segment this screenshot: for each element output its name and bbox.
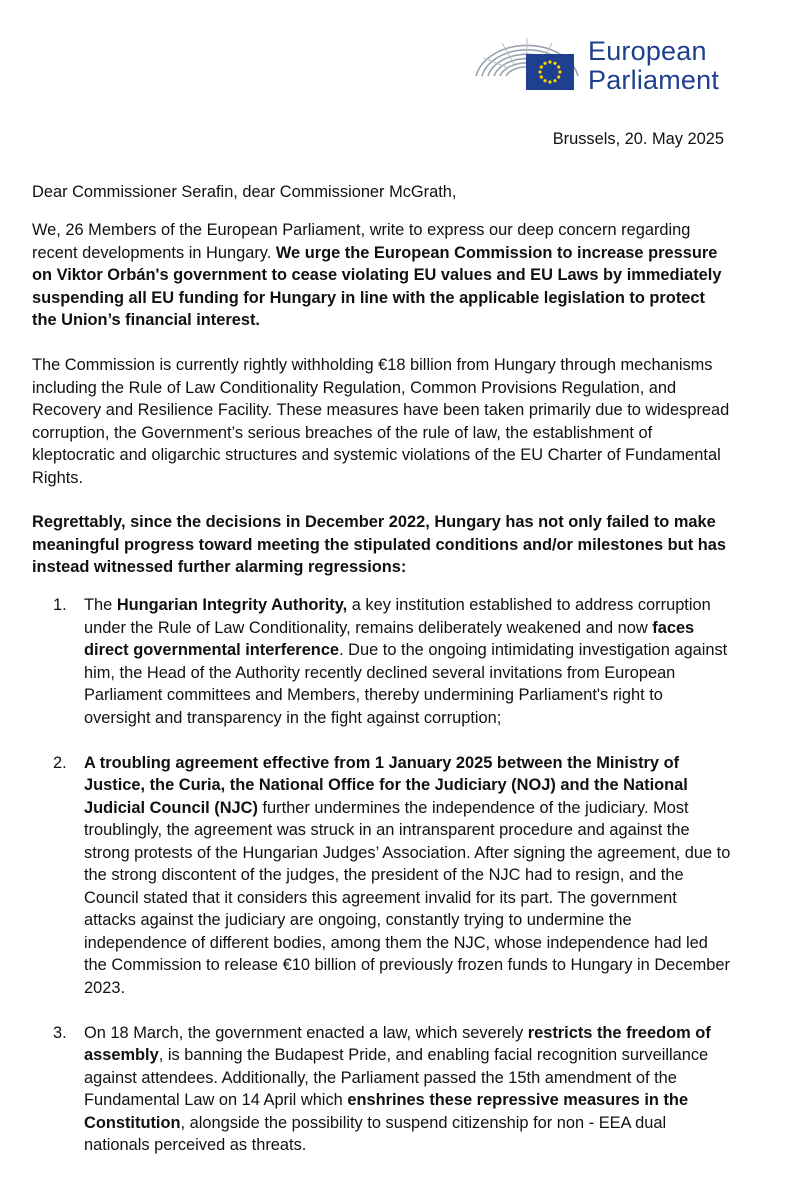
salutation: Dear Commissioner Serafin, dear Commissioner McGrath, xyxy=(32,183,457,201)
dateline: Brussels, 20. May 2025 xyxy=(552,130,724,148)
list-item-bold: A troubling agreement effective from 1 January 2025 between the Ministry of Justice, the Curia, the National Office for the Judiciary (NOJ) and the National Judicial Council (NJC) xyxy=(84,753,688,817)
list-item xyxy=(32,752,732,1000)
list-item-bold: faces direct governmental interference xyxy=(84,618,695,659)
list-item-text: , alongside the possibility to suspend citizenship for non - EEA dual nationals perceived as threats. xyxy=(84,1113,667,1154)
european-parliament-logo xyxy=(472,28,732,98)
logo-line-1: European xyxy=(588,36,707,66)
logo-wordmark xyxy=(588,37,719,95)
hemicycle-emblem-icon xyxy=(472,28,582,98)
logo-line-2: Parliament xyxy=(588,65,720,95)
list-item-bold: Hungarian Integrity Authority, xyxy=(116,596,348,614)
list-item-text: On 18 March, the government enacted a law, which severely xyxy=(84,1023,528,1042)
list-item-number: 1. xyxy=(53,596,67,614)
list-item xyxy=(32,1022,732,1157)
list-item-text: The xyxy=(84,596,117,614)
list-item-number: 3. xyxy=(53,1023,67,1042)
list-item-text: further undermines the independence of the judiciary. Most troublingly, the agreement was struck in an intransparent procedure and against the strong protests of the Hungarian Judges’ Association. After signing the agreement, due to the strong discontent of the judges, the president of the NJC had to resign, and the Council stated that it considers this agreement invalid for its part. The government attacks against the judiciary are ongoing, constantly trying to undermine the independence of different bodies, among them the NJC, whose independence had led the Commission to release €10 billion of previously frozen funds to Hungary in December 2023. xyxy=(84,798,731,997)
list-item-text: . Due to the ongoing intimidating investigation against him, the Head of the Authority recently declined several invitations from European Parliament committees and Members, thereby undermining Parliament's right to oversight and transparency in the fight against corruption; xyxy=(84,641,728,727)
list-item-text: , is banning the Budapest Pride, and enabling facial recognition surveillance against attendees. Additionally, the Parliament passed the 15th amendment of the Fundamental Law on 14 April which xyxy=(84,1046,709,1109)
list-item-text: a key institution established to address corruption under the Rule of Law Conditionality, remains deliberately weakened and now xyxy=(84,596,711,637)
list-item-bold: restricts the freedom of assembly xyxy=(84,1023,711,1064)
paragraph-intro-bold: We urge the European Commission to increase pressure on Viktor Orbán's government to cease violating EU values and EU Laws by immediately suspending all EU funding for Hungary in line with the applicable legislation to protect the Union’s financial interest. xyxy=(32,243,722,329)
list-item xyxy=(32,594,732,729)
numbered-list xyxy=(32,594,732,1179)
paragraph-intro-text: We, 26 Members of the European Parliament, write to express our deep concern regarding recent developments in Hungary. xyxy=(32,221,691,262)
paragraph-regressions: Regrettably, since the decisions in December 2022, Hungary has not only failed to make meaningful progress toward meeting the stipulated conditions and/or milestones but has instead witnessed further alarming regressions: xyxy=(32,513,726,576)
paragraph-withholding: The Commission is currently rightly withholding €18 billion from Hungary through mechanisms including the Rule of Law Conditionality Regulation, Common Provisions Regulation, and Recovery and Resilience Facility. These measures have been taken primarily due to widespread corruption, the Government’s serious breaches of the rule of law, the establishment of kleptocratic and oligarchic structures and systemic violations of the EU Charter of Fundamental Rights. xyxy=(32,356,730,487)
list-item-bold: enshrines these repressive measures in the Constitution xyxy=(84,1091,689,1132)
list-item-number: 2. xyxy=(53,753,67,772)
paragraph-intro xyxy=(32,219,732,332)
